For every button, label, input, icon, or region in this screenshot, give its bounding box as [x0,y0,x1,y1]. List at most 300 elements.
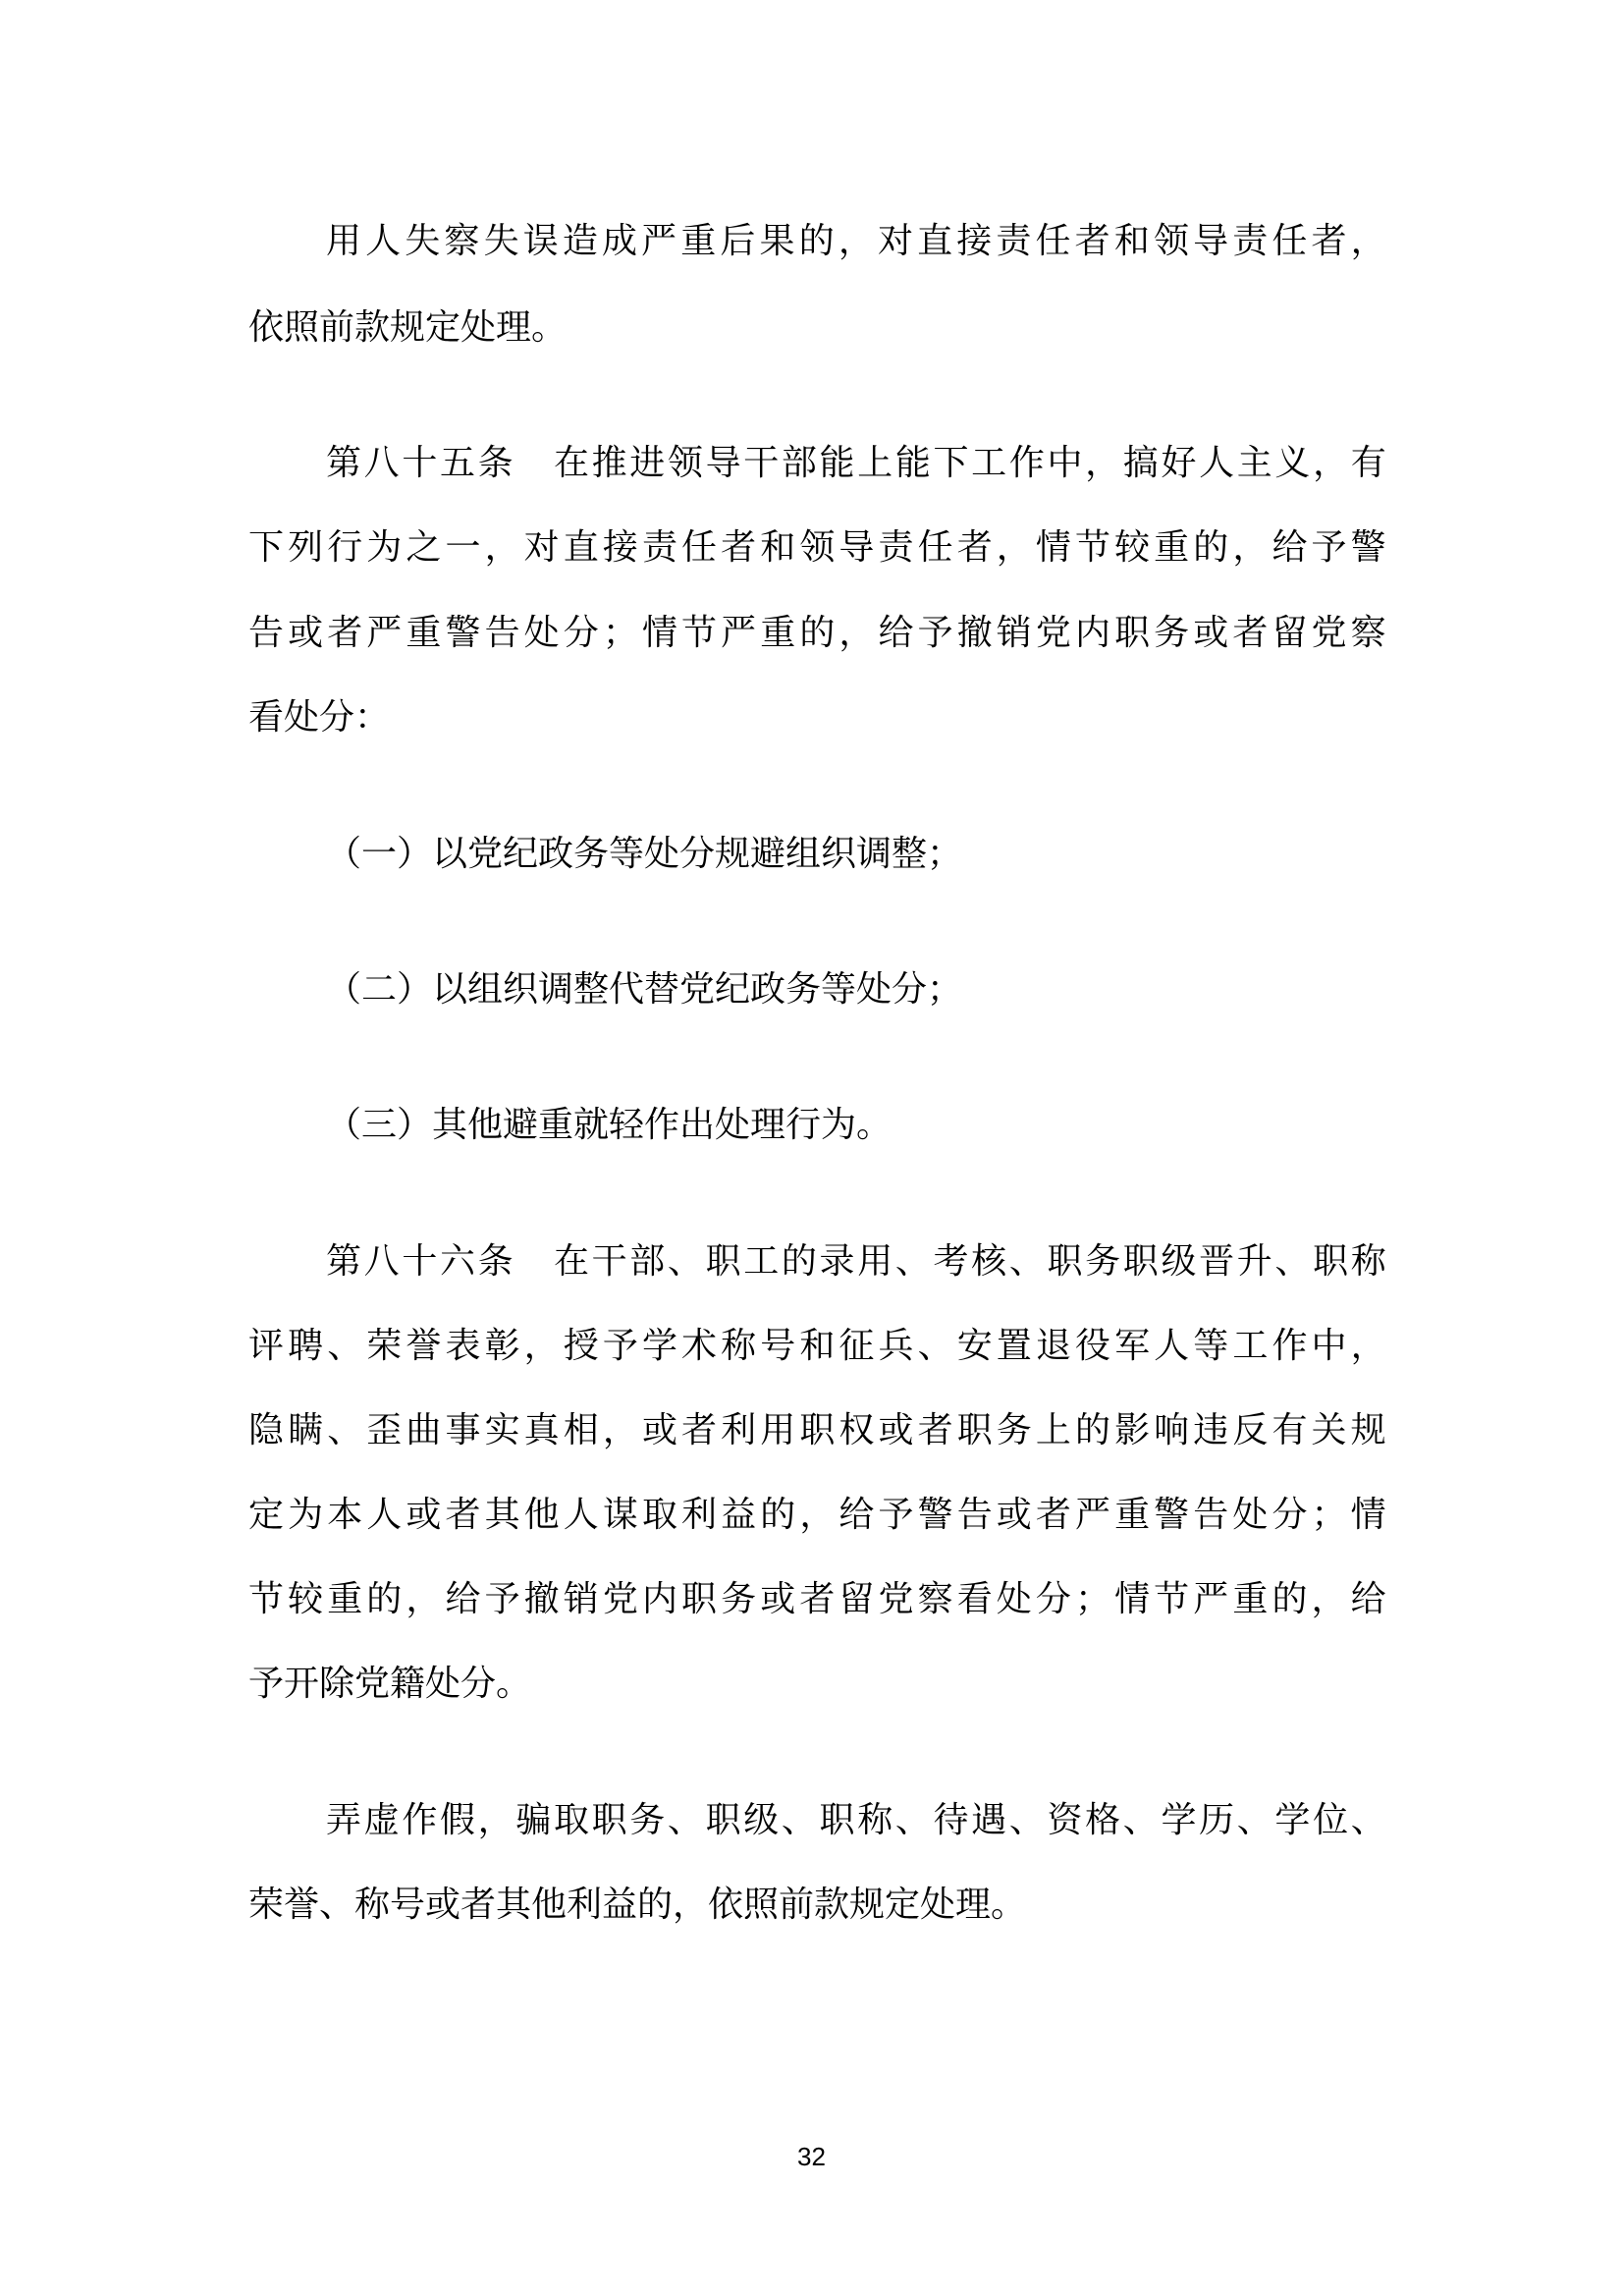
glyph: 撤 [523,1579,560,1619]
glyph: 用 [326,221,362,261]
glyph: 留 [1271,613,1308,653]
glyph: 严 [1193,1579,1229,1619]
glyph: 情 [1350,1495,1386,1535]
glyph: 务 [721,1579,757,1619]
glyph: ； [1074,1579,1110,1619]
glyph: 规 [1350,1410,1386,1450]
glyph: 看 [956,1579,993,1619]
glyph: 相 [563,1410,599,1450]
glyph: 历 [1199,1800,1235,1840]
glyph: 职 [1122,1241,1159,1282]
glyph: 者 [327,613,363,653]
glyph: 较 [288,1579,324,1619]
glyph: 或 [996,1495,1032,1535]
glyph: 位 [1313,1800,1349,1840]
glyph: 警 [1350,527,1386,568]
glyph: 党 [878,1579,914,1619]
glyph: ， [1311,1579,1347,1619]
glyph: 列 [288,527,324,568]
glyph: ； [602,613,638,653]
glyph: 定 [248,1495,285,1535]
glyph: 误 [522,221,559,261]
glyph: 导 [1193,221,1229,261]
glyph: 军 [1114,1326,1151,1366]
glyph: 责 [996,221,1032,261]
glyph: 弄 [326,1800,362,1840]
glyph: 重 [760,613,796,653]
glyph: 销 [563,1579,599,1619]
glyph: 一 [445,527,481,568]
glyph: 职 [1047,1241,1083,1282]
glyph: 违 [1193,1410,1229,1450]
glyph: 条 [477,1241,514,1282]
glyph: 中 [1311,1326,1347,1366]
glyph: 予 [1311,527,1347,568]
glyph: 责 [641,527,677,568]
glyph: 人 [1199,443,1235,483]
glyph: 分 [1271,1495,1308,1535]
glyph: 察 [1350,613,1386,653]
glyph: 给 [839,1495,875,1535]
glyph: 告 [248,613,285,653]
glyph: 、 [667,1800,703,1840]
glyph: 节 [248,1579,285,1619]
glyph: 学 [641,1326,677,1366]
glyph: 称 [721,1326,757,1366]
glyph: 安 [956,1326,993,1366]
glyph: ， [602,1410,638,1450]
glyph: 义 [1274,443,1311,483]
glyph: 给 [1350,1579,1386,1619]
glyph: 者 [1311,221,1347,261]
glyph: 导 [705,443,741,483]
glyph: 职 [956,1410,993,1450]
glyph: 上 [1035,1410,1071,1450]
glyph: 予 [484,1579,520,1619]
glyph: 职 [1313,1241,1349,1282]
glyph: 、 [667,1241,703,1282]
glyph: 号 [760,1326,796,1366]
glyph: 给 [1271,527,1308,568]
glyph: 人 [1154,1326,1190,1366]
glyph: 失 [483,221,519,261]
glyph [515,1238,551,1285]
glyph: 下 [933,443,969,483]
glyph: 取 [553,1800,589,1840]
list-item-3: （三）其他避重就轻作出处理行为。 [326,1105,893,1145]
glyph: 的 [1074,1410,1110,1450]
glyph: 八 [363,443,400,483]
glyph: 聘 [288,1326,324,1366]
glyph: 给 [878,613,914,653]
glyph: 益 [721,1495,757,1535]
glyph: 十 [402,443,438,483]
glyph: 关 [1311,1410,1347,1450]
glyph: 或 [288,613,324,653]
glyph: 升 [1236,1241,1272,1282]
glyph: 节 [1154,1579,1190,1619]
list-item-2: （二）以组织调整代替党纪政务等处分； [326,969,963,1010]
glyph: 务 [1085,1241,1121,1282]
article-86-heading-line [326,1238,1386,1285]
glyph: ， [1350,221,1386,261]
glyph: 干 [591,1241,627,1282]
glyph: 警 [445,613,481,653]
glyph: 取 [641,1495,677,1535]
glyph: 处 [1232,1495,1269,1535]
glyph: 或 [878,1410,914,1450]
glyph: 利 [721,1410,757,1450]
glyph: 第 [326,1241,362,1282]
glyph: 干 [743,443,780,483]
glyph: 告 [956,1495,993,1535]
glyph: 察 [444,221,480,261]
paragraph-line: 依照前款规定处理。 [248,307,568,348]
glyph: 者 [681,1410,718,1450]
glyph: 职 [1114,613,1151,653]
glyph: 置 [996,1326,1032,1366]
glyph: 假 [439,1800,475,1840]
glyph: 的 [760,1495,796,1535]
glyph: 内 [1074,613,1110,653]
glyph: 警 [917,1495,953,1535]
glyph: 给 [445,1579,481,1619]
glyph: 严 [366,613,403,653]
glyph: 务 [1154,613,1190,653]
glyph: 学 [1161,1800,1197,1840]
glyph: 者 [1035,1495,1071,1535]
glyph: 八 [363,1241,400,1282]
glyph: 授 [563,1326,599,1366]
glyph: 下 [248,527,285,568]
glyph: 评 [248,1326,285,1366]
glyph: 重 [680,221,717,261]
glyph: 予 [878,1495,914,1535]
glyph: 内 [641,1579,677,1619]
glyph: 、 [1122,1800,1159,1840]
glyph: 后 [720,221,756,261]
glyph: 事 [445,1410,481,1450]
glyph: 、 [1350,1800,1386,1840]
glyph: 严 [641,221,677,261]
paragraph-line [248,1492,1386,1539]
glyph: 职 [819,1800,855,1840]
glyph: 者 [1232,613,1269,653]
glyph: 予 [917,613,953,653]
glyph: 和 [799,1326,836,1366]
glyph: 术 [681,1326,718,1366]
glyph: 搞 [1122,443,1159,483]
glyph: 彰 [484,1326,520,1366]
glyph: 任 [917,527,953,568]
glyph: 工 [1232,1326,1269,1366]
glyph: 失 [405,221,441,261]
glyph: 情 [641,613,677,653]
glyph: 责 [1232,221,1269,261]
glyph: 、 [894,1241,931,1282]
glyph: 情 [1114,1579,1151,1619]
glyph: 等 [1193,1326,1229,1366]
glyph: 、 [1274,1241,1311,1282]
glyph: ， [406,1579,442,1619]
glyph: 资 [1047,1800,1083,1840]
glyph: 级 [1161,1241,1197,1282]
glyph: ， [523,1326,560,1366]
glyph: 六 [439,1241,475,1282]
glyph: 行 [327,527,363,568]
glyph: 能 [894,443,931,483]
glyph: 直 [563,527,599,568]
glyph: 第 [326,443,362,483]
glyph: 晋 [1199,1241,1235,1282]
glyph: 影 [1114,1410,1151,1450]
glyph: 、 [894,1800,931,1840]
glyph: 上 [857,443,893,483]
glyph: 实 [484,1410,520,1450]
glyph: 职 [705,1800,741,1840]
glyph: 和 [1113,221,1150,261]
glyph: 党 [1311,613,1347,653]
glyph: 领 [667,443,703,483]
glyph: 人 [366,1495,403,1535]
glyph: 工 [743,1241,780,1282]
glyph: 条 [477,443,514,483]
glyph: ， [1350,1326,1386,1366]
glyph: 任 [1271,221,1308,261]
glyph: 撤 [956,613,993,653]
glyph: 的 [799,613,836,653]
glyph: 本 [327,1495,363,1535]
glyph: 为 [288,1495,324,1535]
glyph: 告 [484,613,520,653]
glyph: 有 [1350,443,1386,483]
glyph: 或 [406,1495,442,1535]
glyph: 任 [1035,221,1071,261]
glyph: 领 [799,527,836,568]
glyph: 留 [839,1579,875,1619]
glyph: 荣 [366,1326,403,1366]
glyph: 人 [563,1495,599,1535]
glyph: 待 [933,1800,969,1840]
glyph: 遇 [971,1800,1007,1840]
glyph: 务 [629,1800,666,1840]
glyph: 格 [1085,1800,1121,1840]
glyph: 作 [402,1800,438,1840]
glyph: 五 [439,443,475,483]
glyph: 、 [1008,1241,1045,1282]
glyph: 称 [857,1800,893,1840]
glyph: 接 [602,527,638,568]
glyph: 重 [327,1579,363,1619]
glyph: 部 [629,1241,666,1282]
glyph: 中 [1047,443,1083,483]
glyph: 考 [933,1241,969,1282]
glyph: 、 [781,1800,817,1840]
glyph: 的 [1193,527,1229,568]
glyph: ， [996,527,1032,568]
glyph: 导 [839,527,875,568]
glyph: 进 [629,443,666,483]
glyph: 职 [681,1579,718,1619]
glyph: 警 [1154,1495,1190,1535]
paragraph-line [248,1407,1386,1454]
glyph: 处 [523,613,560,653]
glyph: 人 [365,221,402,261]
glyph: 作 [1271,1326,1308,1366]
glyph: 瞒 [288,1410,324,1450]
glyph: 直 [917,221,953,261]
glyph: 或 [1193,613,1229,653]
glyph: 、 [1008,1800,1045,1840]
glyph: 的 [1271,1579,1308,1619]
glyph: 推 [591,443,627,483]
paragraph-line: 予开除党籍处分。 [248,1664,532,1704]
glyph: 隐 [248,1410,285,1450]
glyph: ， [484,527,520,568]
glyph: 务 [996,1410,1032,1450]
glyph: 严 [1074,1495,1110,1535]
glyph: 较 [1114,527,1151,568]
glyph: 党 [602,1579,638,1619]
glyph: 者 [917,1410,953,1450]
glyph: 谋 [602,1495,638,1535]
glyph: 、 [917,1326,953,1366]
glyph: 职 [705,1241,741,1282]
glyph: 重 [406,613,442,653]
glyph: 予 [602,1326,638,1366]
glyph: 之 [406,527,442,568]
glyph: 节 [681,613,718,653]
glyph: 对 [523,527,560,568]
glyph: 的 [781,1241,817,1282]
glyph: 退 [1035,1326,1071,1366]
paragraph-line [326,218,1386,265]
glyph: 的 [798,221,835,261]
glyph: 利 [681,1495,718,1535]
glyph: 主 [1236,443,1272,483]
glyph: ， [838,221,874,261]
glyph: 级 [743,1800,780,1840]
glyph: 党 [1035,613,1071,653]
glyph: 分 [1035,1579,1071,1619]
glyph: 处 [996,1579,1032,1619]
glyph: 有 [1271,1410,1308,1450]
page-number: 32 [797,2142,826,2171]
glyph: 严 [721,613,757,653]
glyph: 征 [839,1326,875,1366]
glyph: 为 [366,527,403,568]
glyph: 其 [484,1495,520,1535]
glyph: 歪 [366,1410,403,1450]
glyph: 真 [523,1410,560,1450]
glyph: 虚 [363,1800,400,1840]
glyph: 十 [402,1241,438,1282]
glyph: 、 [327,1410,363,1450]
glyph: ， [799,1495,836,1535]
glyph: 造 [562,221,598,261]
glyph: ， [1085,443,1121,483]
glyph: 任 [681,527,718,568]
glyph: 者 [721,527,757,568]
glyph: 节 [1074,527,1110,568]
glyph: ， [477,1800,514,1840]
paragraph-line [326,1797,1386,1844]
paragraph-line: 荣誉、称号或者其他利益的，依照前款规定处理。 [248,1885,1027,1925]
glyph: 销 [996,613,1032,653]
glyph: 能 [819,443,855,483]
glyph: 重 [1232,1579,1269,1619]
glyph [515,440,551,487]
paragraph-line [248,610,1386,657]
article-85-heading-line [326,440,1386,487]
glyph: 作 [1008,443,1045,483]
glyph: 他 [523,1495,560,1535]
paragraph-line: 看处分： [248,697,391,738]
glyph: ， [1313,443,1349,483]
glyph: ； [1311,1495,1347,1535]
glyph: 重 [1114,1495,1151,1535]
glyph: 录 [819,1241,855,1282]
glyph: ， [839,613,875,653]
glyph: 接 [956,221,993,261]
glyph: 工 [971,443,1007,483]
glyph: 者 [799,1579,836,1619]
glyph: 的 [366,1579,403,1619]
glyph: 分 [563,613,599,653]
glyph: 者 [1074,221,1110,261]
glyph: 骗 [515,1800,552,1840]
glyph: 用 [857,1241,893,1282]
glyph: 响 [1154,1410,1190,1450]
glyph: 核 [971,1241,1007,1282]
glyph: 情 [1035,527,1071,568]
glyph: 兵 [878,1326,914,1366]
glyph: ， [1232,527,1269,568]
glyph: 部 [781,443,817,483]
glyph: 用 [760,1410,796,1450]
glyph: 领 [1153,221,1189,261]
glyph: 职 [591,1800,627,1840]
glyph: 表 [445,1326,481,1366]
glyph: 者 [956,527,993,568]
glyph: 在 [553,443,589,483]
glyph: 、 [1236,1800,1272,1840]
glyph: 称 [1350,1241,1386,1282]
glyph: 权 [839,1410,875,1450]
glyph: 告 [1193,1495,1229,1535]
glyph: 在 [553,1241,589,1282]
glyph: 好 [1161,443,1197,483]
glyph: 或 [760,1579,796,1619]
glyph: 重 [1154,527,1190,568]
glyph: 成 [601,221,637,261]
glyph: 责 [878,527,914,568]
glyph: 果 [759,221,795,261]
glyph: 誉 [406,1326,442,1366]
paragraph-line [248,1576,1386,1623]
glyph: 对 [877,221,913,261]
glyph: 曲 [406,1410,442,1450]
glyph: 职 [799,1410,836,1450]
glyph: 和 [760,527,796,568]
glyph: 者 [445,1495,481,1535]
glyph: 或 [641,1410,677,1450]
glyph: 学 [1274,1800,1311,1840]
glyph: 役 [1074,1326,1110,1366]
glyph: 察 [917,1579,953,1619]
list-item-1: （一）以党纪政务等处分规避组织调整； [326,834,963,874]
glyph: 、 [327,1326,363,1366]
